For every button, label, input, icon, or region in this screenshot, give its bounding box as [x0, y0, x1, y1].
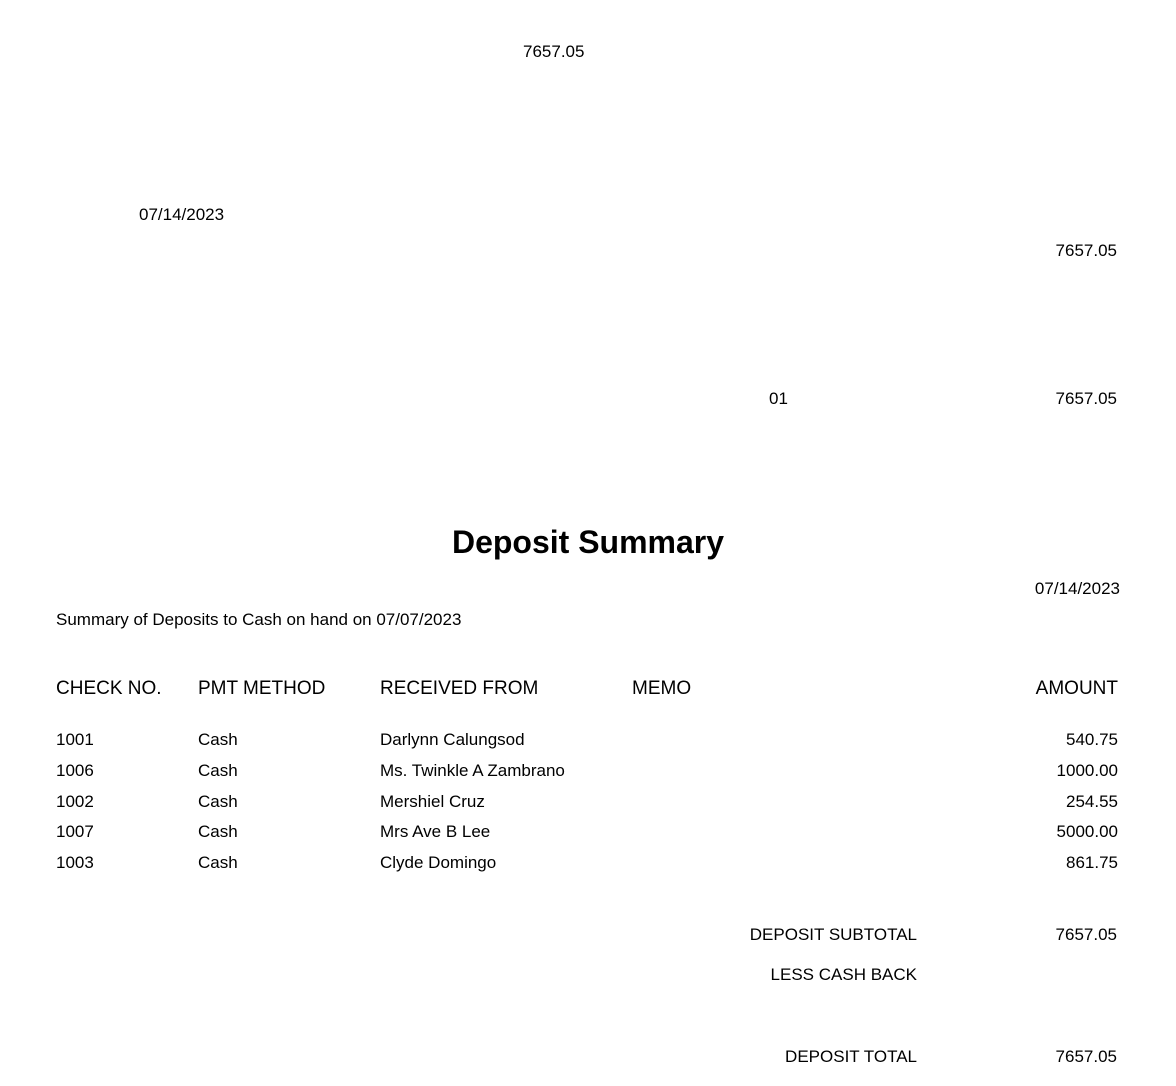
table-row: [0, 822, 1176, 846]
page-title: Deposit Summary: [451, 524, 725, 560]
check-no-cell: 1003: [56, 853, 94, 872]
slip-total-amount: 7657.05: [1055, 389, 1117, 408]
amount-cell: 1000.00: [1056, 761, 1118, 780]
slip-right-amount: 7657.05: [1055, 241, 1117, 260]
slip-date: 07/14/2023: [139, 205, 225, 224]
table-row: [0, 853, 1176, 877]
column-header-pmt-method: PMT METHOD: [198, 678, 326, 699]
received-from-cell: Ms. Twinkle A Zambrano: [380, 761, 565, 780]
deposit-subtotal-label: DEPOSIT SUBTOTAL: [749, 925, 917, 944]
summary-date: 07/14/2023: [1034, 579, 1120, 598]
less-cash-back-label: LESS CASH BACK: [770, 965, 917, 984]
pmt-method-cell: Cash: [198, 730, 238, 749]
pmt-method-cell: Cash: [198, 792, 238, 811]
deposit-total-label: DEPOSIT TOTAL: [785, 1047, 917, 1066]
table-row: [0, 730, 1176, 754]
amount-cell: 5000.00: [1056, 822, 1118, 841]
amount-cell: 254.55: [1066, 792, 1118, 811]
amount-cell: 540.75: [1066, 730, 1118, 749]
slip-top-amount: 7657.05: [523, 42, 585, 61]
column-header-check-no: CHECK NO.: [56, 678, 162, 699]
deposit-subtotal-value: 7657.05: [1055, 925, 1117, 944]
pmt-method-cell: Cash: [198, 822, 238, 841]
column-header-amount: AMOUNT: [1035, 678, 1118, 699]
deposit-total-value: 7657.05: [1055, 1047, 1117, 1066]
received-from-cell: Mershiel Cruz: [380, 792, 485, 811]
column-header-memo: MEMO: [632, 678, 692, 699]
amount-cell: 861.75: [1066, 853, 1118, 872]
check-no-cell: 1001: [56, 730, 94, 749]
received-from-cell: Mrs Ave B Lee: [380, 822, 491, 841]
check-no-cell: 1007: [56, 822, 94, 841]
pmt-method-cell: Cash: [198, 761, 238, 780]
table-row: [0, 761, 1176, 785]
column-header-received-from: RECEIVED FROM: [380, 678, 539, 699]
check-no-cell: 1002: [56, 792, 94, 811]
slip-item-count: 01: [769, 389, 788, 408]
received-from-cell: Darlynn Calungsod: [380, 730, 525, 749]
received-from-cell: Clyde Domingo: [380, 853, 497, 872]
check-no-cell: 1006: [56, 761, 94, 780]
table-row: [0, 792, 1176, 816]
pmt-method-cell: Cash: [198, 853, 238, 872]
summary-subtitle: Summary of Deposits to Cash on hand on 07/07/2023: [56, 610, 462, 629]
